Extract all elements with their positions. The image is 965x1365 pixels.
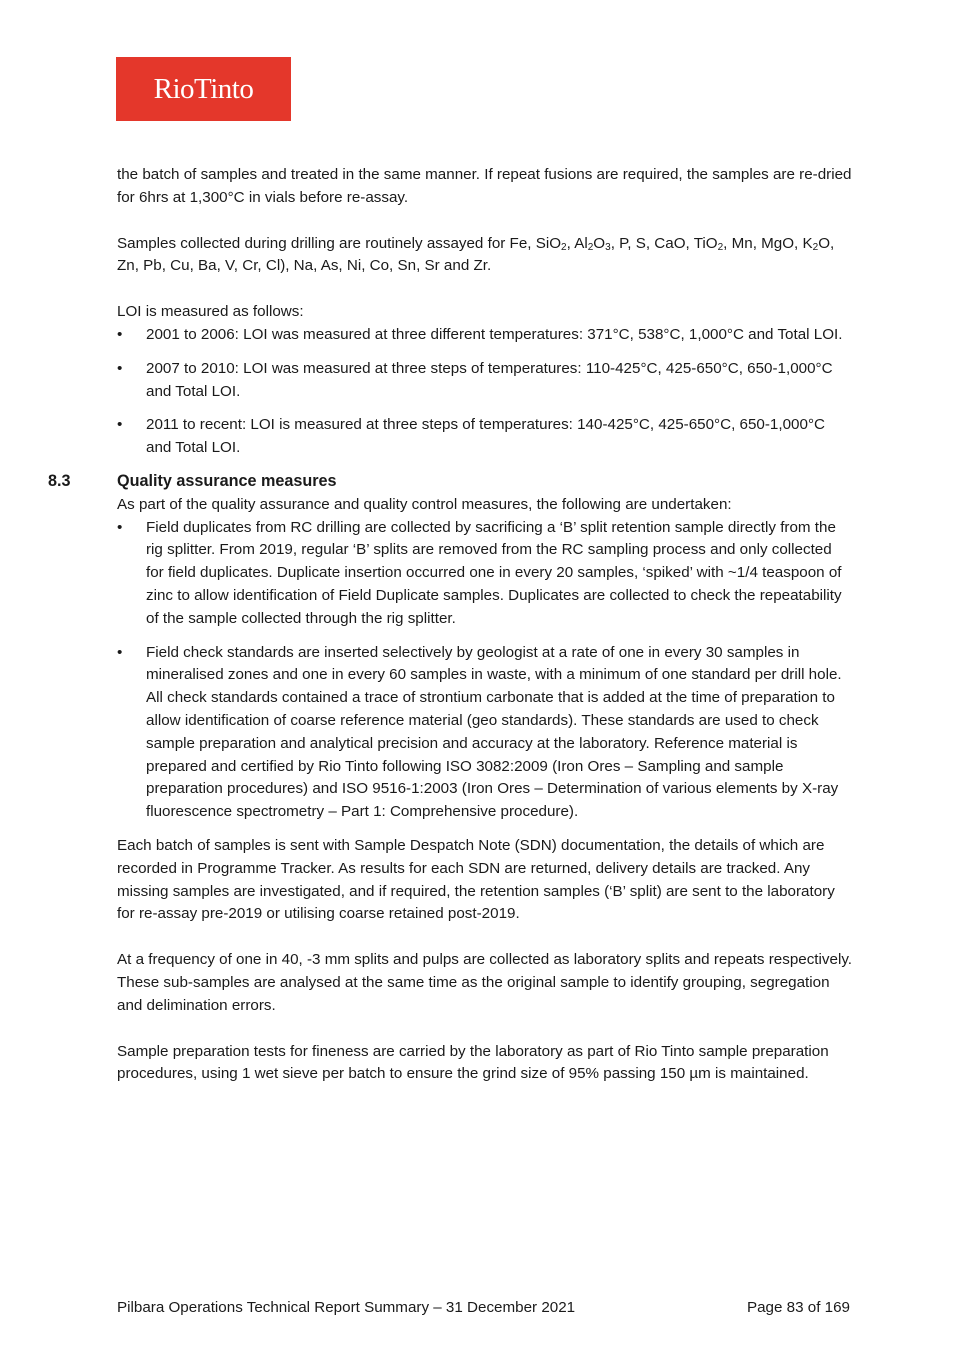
page-content bbox=[48, 164, 853, 1086]
bullet-icon: • bbox=[117, 359, 123, 377]
paragraph-batch: the batch of samples and treated in the same manner. If repeat fusions are required, the samples are re-dried for 6hrs at 1,300°C in vials before re-assay. bbox=[117, 166, 852, 206]
bullet-icon: • bbox=[117, 416, 123, 434]
list-item: • 2007 to 2010: LOI was measured at three steps of temperatures: 110-425°C, 425-650°C, 650-1,000°C and Total LOI. bbox=[117, 359, 833, 400]
list-item: • Field duplicates from RC drilling are collected by sacrificing a ‘B’ split retention sample directly from the rig splitter. From 2019, regular ‘B’ splits are removed from the RC sampling process and only collected for field duplicates. Duplicate insertion occurred one in every 20 samples, ‘spiked’ with ~1/4 teaspoon of zinc to allow identification of Field Duplicate samples. Duplicates are collected to check the repeatability of the sample collected through the rig splitter. bbox=[117, 518, 842, 627]
section-title: Quality assurance measures bbox=[117, 471, 337, 490]
list-item: • 2011 to recent: LOI is measured at three steps of temperatures: 140-425°C, 425-650°C, 650-1,000°C and Total LOI. bbox=[117, 416, 825, 457]
logo-text: RioTinto bbox=[153, 72, 254, 105]
list-item: • Field check standards are inserted selectively by geologist at a rate of one in every 30 samples in mineralised zones and one in every 60 samples in waste, with a minimum of one standard per drill hole. All check standards contained a trace of strontium carbonate that is added at the time of preparation to allow identification of coarse reference material (geo standards). These standards are used to check sample preparation and analytical precision and accuracy at the laboratory. Reference material is prepared and certified by Rio Tinto following ISO 3082:2009 (Iron Ores – Sampling and sample preparation procedures) and ISO 9516-1:2003 (Iron Ores – Determination of various elements by X-ray fluorescence spectrometry – Part 1: Comprehensive procedure). bbox=[117, 643, 842, 821]
paragraph-frequency: At a frequency of one in 40, -3 mm splits and pulps are collected as laboratory splits and repeats respectively. These sub-samples are analysed at the same time as the original sample to identify grouping, segregation and delimination errors. bbox=[117, 951, 853, 1014]
bullet-icon: • bbox=[117, 518, 123, 536]
page-number: Page 83 of 169 bbox=[746, 1299, 850, 1316]
bullet-icon: • bbox=[117, 325, 123, 343]
footer-title: Pilbara Operations Technical Report Summary – 31 December 2021 bbox=[117, 1299, 576, 1316]
loi-list bbox=[117, 324, 852, 460]
page-footer bbox=[117, 1299, 850, 1316]
list-item: • 2001 to 2006: LOI was measured at three different temperatures: 371°C, 538°C, 1,000°C and Total LOI. bbox=[117, 324, 852, 347]
section-heading bbox=[48, 470, 852, 494]
qa-list bbox=[117, 517, 852, 824]
paragraph-sdn: Each batch of samples is sent with Sample Despatch Note (SDN) documentation, the details of which are recorded in Programme Tracker. As results for each SDN are returned, delivery details are tracked. Any missing samples are investigated, and if required, the retention samples (‘B’ split) are sent to the laboratory for re-assay pre-2019 or utilising coarse retained post-2019. bbox=[117, 836, 835, 923]
paragraph-preparation: Sample preparation tests for fineness are carried by the laboratory as part of Rio Tinto sample preparation procedures, using 1 wet sieve per batch to ensure the grind size of 95% passing 150 µm is maintained. bbox=[117, 1042, 829, 1083]
paragraph-loi-intro: LOI is measured as follows: bbox=[117, 303, 304, 321]
section-number: 8.3 bbox=[48, 471, 71, 490]
bullet-icon: • bbox=[117, 643, 123, 661]
rio-tinto-logo bbox=[116, 57, 291, 121]
paragraph-assay: Samples collected during drilling are routinely assayed for Fe, SiO$_2$, $Al_2O_3$, P, S, CaO, TiO$_2$, Mn, MgO, $K_2O$, Zn, Pb, Cu, Ba, V, Cr, Cl), Na, As, Ni, Co, Sn, Sr and Zr. bbox=[117, 234, 835, 275]
section-intro: As part of the quality assurance and quality control measures, the following are undertaken: bbox=[117, 495, 732, 513]
